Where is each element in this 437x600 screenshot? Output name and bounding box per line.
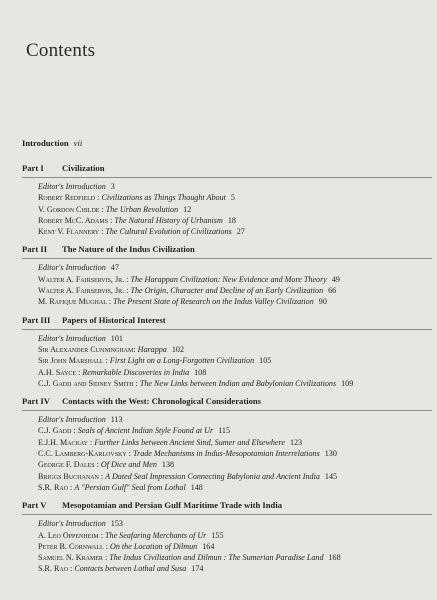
entry-page-number: 164 bbox=[202, 541, 215, 551]
toc-entry bbox=[38, 215, 432, 226]
entry-page-number: 90 bbox=[318, 297, 327, 307]
part-heading bbox=[22, 499, 432, 511]
toc-part bbox=[22, 243, 432, 307]
part-title: Civilization bbox=[62, 163, 105, 173]
entry-page-number: 18 bbox=[227, 215, 236, 225]
toc-entry bbox=[38, 333, 432, 344]
entry-list bbox=[22, 414, 432, 493]
entry-title: First Light on a Long-Forgotten Civilization bbox=[109, 356, 255, 366]
toc-part bbox=[22, 162, 432, 237]
part-number: Part III bbox=[22, 314, 51, 325]
toc-entry bbox=[38, 563, 432, 574]
part-number: Part II bbox=[22, 244, 48, 255]
entry-title: Seals of Ancient Indian Style Found at Ur bbox=[77, 426, 214, 436]
entry-author: V. Gordon Childe : bbox=[38, 204, 104, 214]
entry-page-number: 123 bbox=[289, 437, 303, 447]
toc-entry bbox=[38, 541, 432, 552]
toc-part bbox=[22, 499, 432, 574]
entry-page-number: 130 bbox=[324, 449, 337, 459]
entry-list bbox=[22, 518, 432, 574]
table-of-contents bbox=[22, 162, 432, 581]
entry-page-number: 66 bbox=[328, 286, 337, 296]
toc-entry bbox=[38, 367, 432, 378]
toc-entry bbox=[38, 226, 432, 237]
part-heading bbox=[22, 395, 432, 407]
entry-author: S.R. Rao : bbox=[38, 564, 73, 574]
introduction-entry bbox=[22, 138, 82, 148]
entry-page-number: 174 bbox=[191, 564, 204, 574]
toc-entry bbox=[38, 296, 432, 307]
entry-author: George F. Dales : bbox=[38, 460, 99, 470]
toc-entry bbox=[38, 192, 432, 203]
entry-author: Robert Redfield : bbox=[38, 193, 100, 203]
entry-page-number: 153 bbox=[110, 519, 123, 529]
part-title: Papers of Historical Interest bbox=[62, 314, 166, 325]
entry-page-number: 12 bbox=[183, 204, 192, 214]
entry-author: M. Rafique Mughal : bbox=[38, 297, 112, 307]
entry-title: On the Location of Dilmun bbox=[110, 541, 198, 551]
entry-title: Trade Mechanisms in Indus-Mesopotamian Interrelations bbox=[133, 449, 320, 459]
entry-title: Further Links between Ancient Sind, Sumer and Elsewhere bbox=[94, 437, 285, 447]
part-divider bbox=[22, 329, 432, 330]
part-heading bbox=[22, 314, 432, 326]
entry-title: Editor's Introduction bbox=[38, 415, 106, 425]
entry-author: Sir Alexander Cunningham: bbox=[38, 344, 136, 354]
toc-entry bbox=[38, 530, 432, 541]
entry-title: Harappa bbox=[137, 344, 167, 354]
entry-author: Peter B. Cornwall : bbox=[38, 541, 108, 551]
part-divider bbox=[22, 514, 432, 515]
entry-page-number: 109 bbox=[341, 378, 354, 388]
entry-page-number: 3 bbox=[110, 182, 115, 191]
entry-title: Editor's Introduction bbox=[38, 182, 106, 191]
entry-page-number: 49 bbox=[331, 274, 340, 284]
part-number: Part V bbox=[22, 500, 47, 511]
entry-title: The Seafaring Merchants of Ur bbox=[105, 530, 207, 540]
entry-page-number: 102 bbox=[171, 344, 184, 354]
entry-title: Editor's Introduction bbox=[38, 263, 106, 273]
entry-title: The Natural History of Urbanism bbox=[114, 215, 223, 225]
entry-page-number: 47 bbox=[110, 263, 119, 273]
entry-title: Civilizations as Things Thought About bbox=[101, 193, 226, 203]
toc-entry bbox=[38, 425, 432, 436]
entry-list bbox=[22, 262, 432, 307]
entry-author: E.J.H. Mackay : bbox=[38, 437, 93, 447]
entry-title: The Present State of Research on the Indus Valley Civilization bbox=[113, 297, 314, 307]
entry-page-number: 155 bbox=[211, 530, 224, 540]
toc-entry bbox=[38, 437, 432, 448]
entry-author: S.R. Rao : bbox=[38, 482, 73, 492]
entry-author: Robert McC. Adams : bbox=[38, 215, 113, 225]
toc-entry bbox=[38, 285, 432, 296]
toc-entry bbox=[38, 181, 432, 192]
entry-title: A "Persian Gulf" Seal from Lothal bbox=[74, 482, 186, 492]
entry-title: Contacts between Lothal and Susa bbox=[74, 564, 187, 574]
entry-page-number: 101 bbox=[110, 333, 123, 343]
entry-list bbox=[22, 333, 432, 389]
toc-part bbox=[22, 314, 432, 389]
entry-author: Samuel N. Kramer : bbox=[38, 553, 108, 563]
toc-entry bbox=[38, 414, 432, 425]
entry-author: Briggs Buchanan : bbox=[38, 471, 104, 481]
entry-title: Editor's Introduction bbox=[38, 519, 106, 529]
part-title: Mesopotamian and Persian Gulf Maritime Trade with India bbox=[62, 500, 283, 511]
entry-title: The Indus Civilization and Dilmun : The Sumerian Paradise Land bbox=[109, 553, 324, 563]
entry-title: A Dated Seal Impression Connecting Babylonia and Ancient India bbox=[105, 471, 320, 481]
toc-entry bbox=[38, 262, 432, 273]
entry-author: C.J. Gadd : bbox=[38, 426, 76, 436]
entry-title: The Cultural Evolution of Civilizations bbox=[105, 227, 232, 237]
entry-page-number: 113 bbox=[110, 415, 123, 425]
toc-part bbox=[22, 395, 432, 493]
toc-entry bbox=[38, 448, 432, 459]
entry-page-number: 27 bbox=[236, 227, 245, 237]
part-title: The Nature of the Indus Civilization bbox=[62, 244, 195, 255]
toc-entry bbox=[38, 344, 432, 355]
part-number: Part I bbox=[22, 163, 44, 173]
entry-title: The Harappan Civilization: New Evidence and More Theory bbox=[130, 274, 327, 284]
entry-author: C.C. Lamberg-Karlovsky : bbox=[38, 449, 131, 459]
entry-author: C.J. Gadd and Sidney Smith : bbox=[38, 378, 138, 388]
part-divider bbox=[22, 410, 432, 411]
part-heading bbox=[22, 162, 432, 174]
entry-author: A.H. Sayce : bbox=[38, 367, 81, 377]
entry-author: A. Leo Oppenheim : bbox=[38, 530, 103, 540]
introduction-label: Introduction bbox=[22, 138, 69, 148]
part-number: Part IV bbox=[22, 396, 50, 407]
entry-page-number: 168 bbox=[328, 553, 341, 563]
toc-entry bbox=[38, 378, 432, 389]
entry-title: The New Links between Indian and Babylonian Civilizations bbox=[139, 378, 337, 388]
entry-author: Sir John Marshall : bbox=[38, 356, 108, 366]
entry-title: Of Dice and Men bbox=[100, 460, 157, 470]
toc-entry bbox=[38, 274, 432, 285]
entry-author: Walter A. Fairservis, Jr. : bbox=[38, 274, 129, 284]
part-divider bbox=[22, 177, 432, 178]
entry-page-number: 138 bbox=[161, 460, 175, 470]
entry-page-number: 105 bbox=[259, 356, 272, 366]
entry-page-number: 148 bbox=[190, 482, 203, 492]
entry-page-number: 145 bbox=[324, 471, 338, 481]
entry-page-number: 108 bbox=[194, 367, 207, 377]
entry-author: Walter A. Fairservis, Jr. : bbox=[38, 286, 129, 296]
toc-entry bbox=[38, 552, 432, 563]
toc-entry bbox=[38, 482, 432, 493]
part-heading bbox=[22, 243, 432, 255]
entry-page-number: 115 bbox=[218, 426, 231, 436]
entry-title: Remarkable Discoveries in India bbox=[82, 367, 190, 377]
entry-title: The Urban Revolution bbox=[105, 204, 179, 214]
entry-author: Kent V. Flannery : bbox=[38, 227, 104, 237]
toc-entry bbox=[38, 518, 432, 529]
introduction-page: vii bbox=[73, 138, 83, 148]
toc-entry bbox=[38, 204, 432, 215]
entry-title: Editor's Introduction bbox=[38, 333, 106, 343]
entry-list bbox=[22, 181, 432, 237]
toc-entry bbox=[38, 355, 432, 366]
entry-title: The Origin, Character and Decline of an Early Civilization bbox=[130, 286, 324, 296]
toc-entry bbox=[38, 471, 432, 482]
toc-entry bbox=[38, 459, 432, 470]
part-divider bbox=[22, 258, 432, 259]
entry-page-number: 5 bbox=[230, 193, 235, 203]
part-title: Contacts with the West: Chronological Considerations bbox=[62, 396, 262, 407]
page-title: Contents bbox=[26, 40, 96, 61]
